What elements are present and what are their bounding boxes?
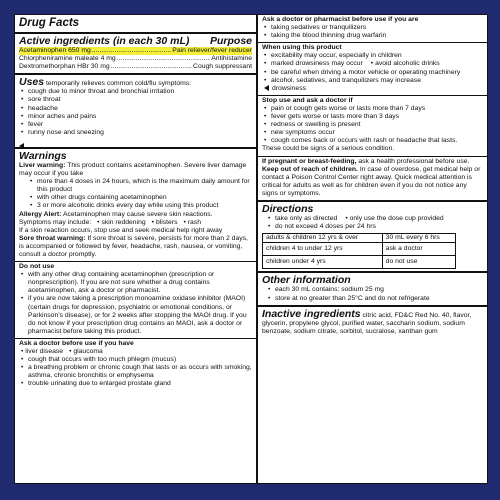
list-item: • store at no greater than 25°C and do not refrigerate <box>266 295 483 303</box>
list-item: • do not exceed 4 doses per 24 hrs <box>266 223 483 231</box>
directions-section <box>258 202 487 273</box>
table-row: children 4 to under 12 yrs ask a doctor <box>263 243 456 256</box>
list-item: • headache <box>19 105 252 113</box>
arrow-left-icon <box>264 85 269 91</box>
do-not-use-header: Do not use <box>19 263 55 271</box>
list-item: • sore throat <box>19 96 252 104</box>
ask-doctor-header: Ask a doctor before use if you have <box>19 339 134 347</box>
drug-facts-panel <box>14 14 488 484</box>
stop-use-header: Stop use and ask a doctor if <box>262 96 353 104</box>
list-item: • pain or cough gets worse or lasts more than 7 days <box>262 105 483 113</box>
title-section <box>15 15 256 34</box>
list-item: • with any other drug containing acetaminophen (prescription or nonprescription). If you are not sure whether a drug contains acetaminophen, ask a doctor or pharmacist. <box>19 271 252 295</box>
ask-pharmacist-header: Ask a doctor or pharmacist before use if you are <box>262 16 419 23</box>
list-item: • alcohol, sedatives, and tranquilizers may increase <box>262 77 483 85</box>
list-item: • redness or swelling is present <box>262 121 483 129</box>
list-item: • trouble urinating due to enlarged prostate gland <box>19 380 252 388</box>
uses-header: Uses <box>19 76 45 89</box>
arrow-left-icon <box>19 143 24 149</box>
right-column <box>258 15 487 483</box>
inactive-ingredients-section: Inactive ingredients citric acid, FD&C Red No. 40, flavor, glycerin, propylene glycol, purified water, saccharin sodium, sodium benzoate, sodium citrate, sorbitol, sucralose, xanthan gum <box>262 307 472 335</box>
list-item: • taking the blood thinning drug warfarin <box>262 32 483 40</box>
list-item: • fever <box>19 121 252 129</box>
list-item: • minor aches and pains <box>19 113 252 121</box>
ask-doctor-section: Ask a doctor before use if you have • liver disease • glaucoma • cough that occurs with too much phlegm (mucus) • a breathing problem or chronic cough that lasts or as occurs with smoking, asthma, chronic bronchitis or emphysema • trouble urinating due to enlarged prostate gland <box>15 339 256 391</box>
ingredient-row: Chlorpheniramine maleate 4 mg ..... Antihistamine <box>19 55 252 63</box>
ask-pharmacist-section <box>258 15 487 43</box>
inactive-ingredients-header: Inactive ingredients <box>262 307 361 320</box>
list-item: • new symptoms occur <box>262 129 483 137</box>
list-item: • be careful when driving a motor vehicle or operating machinery <box>262 69 483 77</box>
list-item: • with other drugs containing acetaminophen <box>19 194 252 202</box>
when-using-section: When using this product • excitability may occur, especially in children • marked drowsiness may occur • avoid alcoholic drinks • be careful when driving a motor vehicle or operating machinery • alcohol, sedatives, and tranquilizers may increase drowsiness <box>258 43 487 96</box>
pregnancy-section: If pregnant or breast-feeding, ask a health professional before use. Keep out of reach of children. In case of overdose, get medical help or contact a Poison Control Center right away. Quick medical attention is critical for adults as well as for children even if you do not notice any signs or symptoms. <box>258 157 487 202</box>
ingredient-row: Acetaminophen 650 mg ..... Pain reliever/fever reducer <box>19 47 252 55</box>
left-column <box>15 15 258 483</box>
purpose-header: Purpose <box>209 35 252 47</box>
dosage-table <box>262 233 456 269</box>
directions-header: Directions <box>262 202 314 215</box>
list-item: • a breathing problem or chronic cough that lasts or as occurs with smoking, asthma, chronic bronchitis or emphysema <box>19 364 252 380</box>
stop-use-section: Stop use and ask a doctor if • pain or cough gets worse or lasts more than 7 days • fever gets worse or lasts more than 3 days • redness or swelling is present • new symptoms occur • cough comes back or occurs with rash or headache that lasts. These could be signs of a serious condition. <box>258 96 487 157</box>
ingredient-row: Dextromethorphan HBr 30 mg ..... Cough suppressant <box>19 63 252 71</box>
table-row: children under 4 yrs do not use <box>263 256 456 269</box>
warnings-header: Warnings <box>19 149 67 162</box>
warnings-section: Warnings Liver warning: This product contains acetaminophen. Severe liver damage may occur if you take • more than 4 doses in 24 hours, which is the maximum daily amount for this product • with other drugs containing acetaminophen • 3 or more alcoholic drinks every day while using this product Allergy Alert: Acetaminophen may cause severe skin reactions. Symptoms may include: • skin reddening • blisters • rash If a skin reaction occurs, stop use and seek medical help right away Sore throat warning: If sore throat is severe, persists for more than 2 days, is accompanied or followed by fever, headache, rash, nausea, or vomiting, consult a doctor promptly. <box>15 149 256 261</box>
list-item: • fever gets worse or lasts more than 3 days <box>262 113 483 121</box>
do-not-use-section <box>15 261 256 339</box>
active-ingredients-header: Active ingredients (in each 30 mL) <box>19 35 190 47</box>
list-item: • cough comes back or occurs with rash or headache that lasts. <box>262 137 483 145</box>
list-item: • runny nose and sneezing <box>19 129 252 137</box>
other-info-header: Other information <box>262 274 351 287</box>
list-item: • if you are now taking a prescription monoamine oxidase inhibitor (MAOI) (certain drugs for depression, psychiatric or emotional conditions, or Parkinson’s disease), or for 2 weeks after stopping the MAOI drug. If you do not know if your prescription drug contains an MAOI, ask a doctor or pharmacist before taking this product. <box>19 295 252 335</box>
list-item: • each 30 mL contains: sodium 25 mg <box>266 286 483 294</box>
list-item: • excitability may occur, especially in children <box>262 52 483 60</box>
active-ingredients-section <box>15 34 256 75</box>
list-item: • cough that occurs with too much phlegm (mucus) <box>19 356 252 364</box>
drug-facts-title: Drug Facts <box>19 17 80 29</box>
list-item: • 3 or more alcoholic drinks every day while using this product <box>19 202 252 210</box>
list-item: • cough due to minor throat and bronchial irritation <box>19 88 252 96</box>
list-item: • more than 4 doses in 24 hours, which is the maximum daily amount for this product <box>19 178 252 194</box>
when-using-header: When using this product <box>262 44 342 52</box>
table-row: adults & children 12 yrs & over 30 mL every 6 hrs <box>263 234 456 243</box>
other-info-section <box>258 273 487 306</box>
list-item: • take only as directed • only use the dose cup provided <box>266 215 483 223</box>
uses-section: Uses temporarily relieves common cold/flu symptoms: • cough due to minor throat and bronchial irritation • sore throat • headache • minor aches and pains • fever • runny nose and sneezing <box>15 75 256 149</box>
list-item: • taking sedatives or tranquilizers <box>262 24 483 32</box>
list-item: • marked drowsiness may occur • avoid alcoholic drinks <box>262 60 483 68</box>
